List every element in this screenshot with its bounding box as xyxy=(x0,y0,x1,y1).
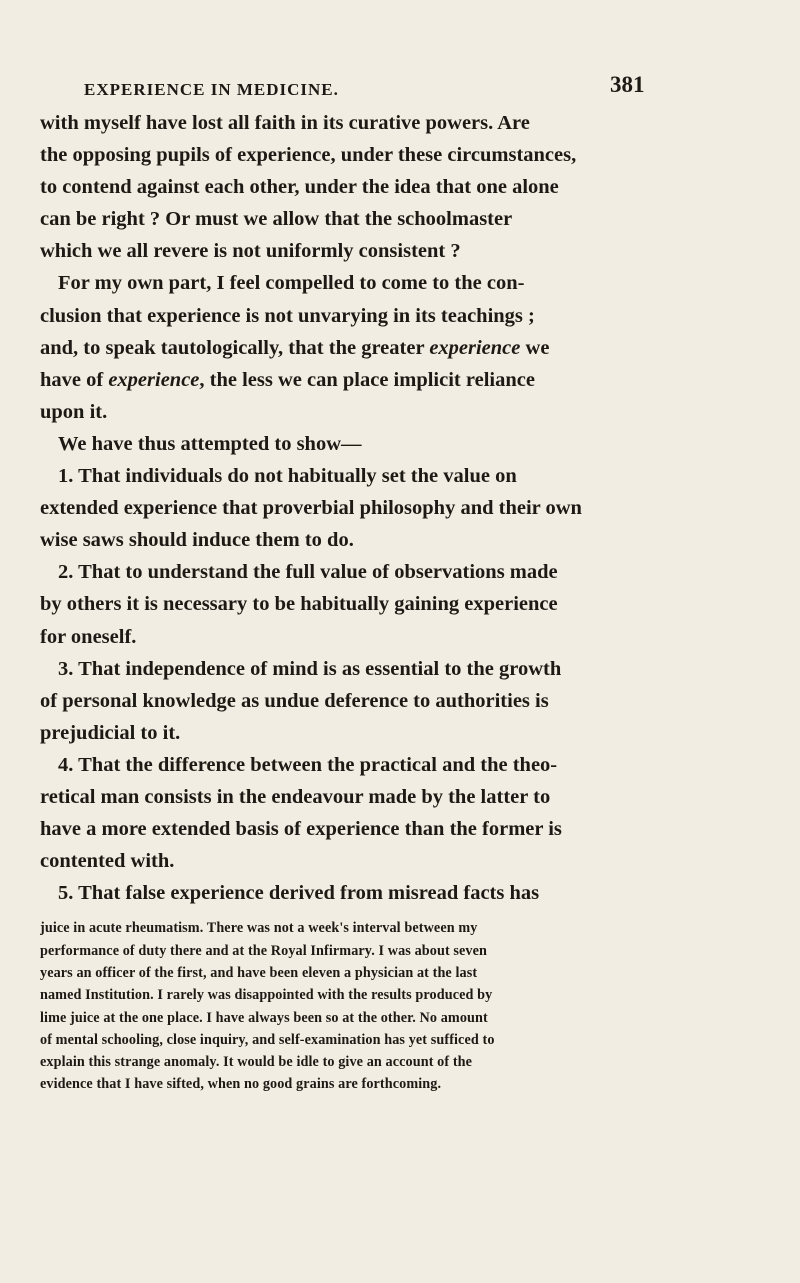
text-line: extended experience that proverbial philosophy and their own xyxy=(40,497,582,520)
text-line: have a more extended basis of experience than the former is xyxy=(40,818,562,841)
text-line: by others it is necessary to be habitually gaining experience xyxy=(40,593,558,616)
text-line: can be right ? Or must we allow that the schoolmaster xyxy=(40,208,513,231)
text-segment: , the less we can place implicit reliance xyxy=(199,368,535,391)
text-line: wise saws should induce them to do. xyxy=(40,529,354,552)
text-line xyxy=(40,364,752,396)
italic-text: experience xyxy=(429,336,521,359)
text-line: 5. That false experience derived from misread facts has xyxy=(58,882,540,905)
text-line: We have thus attempted to show— xyxy=(58,432,362,455)
main-text xyxy=(40,107,752,909)
footnote-line: juice in acute rheumatism. There was not a week's interval between my xyxy=(40,920,478,937)
text-line: For my own part, I feel compelled to come to the con- xyxy=(58,272,525,295)
text-line: 3. That independence of mind is as essential to the growth xyxy=(58,657,562,680)
italic-text: experience xyxy=(108,368,200,391)
text-line: 4. That the difference between the practical and the theo- xyxy=(58,753,558,776)
text-line: contented with. xyxy=(40,850,175,873)
text-segment: and, to speak tautologically, that the greater xyxy=(40,336,425,359)
text-line: of personal knowledge as undue deference to authorities is xyxy=(40,689,549,712)
footnote-line: performance of duty there and at the Royal Infirmary. I was about seven xyxy=(40,942,488,959)
running-title: EXPERIENCE IN MEDICINE. xyxy=(84,80,339,99)
text-line: for oneself. xyxy=(40,625,137,648)
footnote-line: evidence that I have sifted, when no good grains are forthcoming. xyxy=(40,1076,442,1093)
text-line: which we all revere is not uniformly consistent ? xyxy=(40,240,461,263)
text-segment: we xyxy=(525,336,550,359)
text-line: retical man consists in the endeavour made by the latter to xyxy=(40,785,551,808)
footnote-line: of mental schooling, close inquiry, and self-examination has yet sufficed to xyxy=(40,1031,495,1048)
text-line: upon it. xyxy=(40,400,108,423)
page-header xyxy=(40,58,752,104)
footnote-line: named Institution. I rarely was disappointed with the results produced by xyxy=(40,987,493,1004)
footnote-line: years an officer of the first, and have been eleven a physician at the last xyxy=(40,964,478,981)
page-number: 381 xyxy=(610,72,645,97)
text-line xyxy=(40,332,752,364)
footnote xyxy=(40,917,752,1095)
footnote-line: explain this strange anomaly. It would be idle to give an account of the xyxy=(40,1054,473,1071)
text-line: with myself have lost all faith in its curative powers. Are xyxy=(40,112,530,134)
footnote-line: lime juice at the one place. I have always been so at the other. No amount xyxy=(40,1009,488,1026)
text-line: clusion that experience is not unvarying in its teachings ; xyxy=(40,304,535,327)
text-line: 1. That individuals do not habitually set the value on xyxy=(58,465,517,488)
text-line: prejudicial to it. xyxy=(40,721,181,744)
text-line: the opposing pupils of experience, under these circumstances, xyxy=(40,144,577,167)
book-page xyxy=(40,58,752,1096)
text-line: 2. That to understand the full value of observations made xyxy=(58,561,558,584)
text-line: to contend against each other, under the idea that one alone xyxy=(40,176,559,199)
text-segment: have of xyxy=(40,368,104,391)
